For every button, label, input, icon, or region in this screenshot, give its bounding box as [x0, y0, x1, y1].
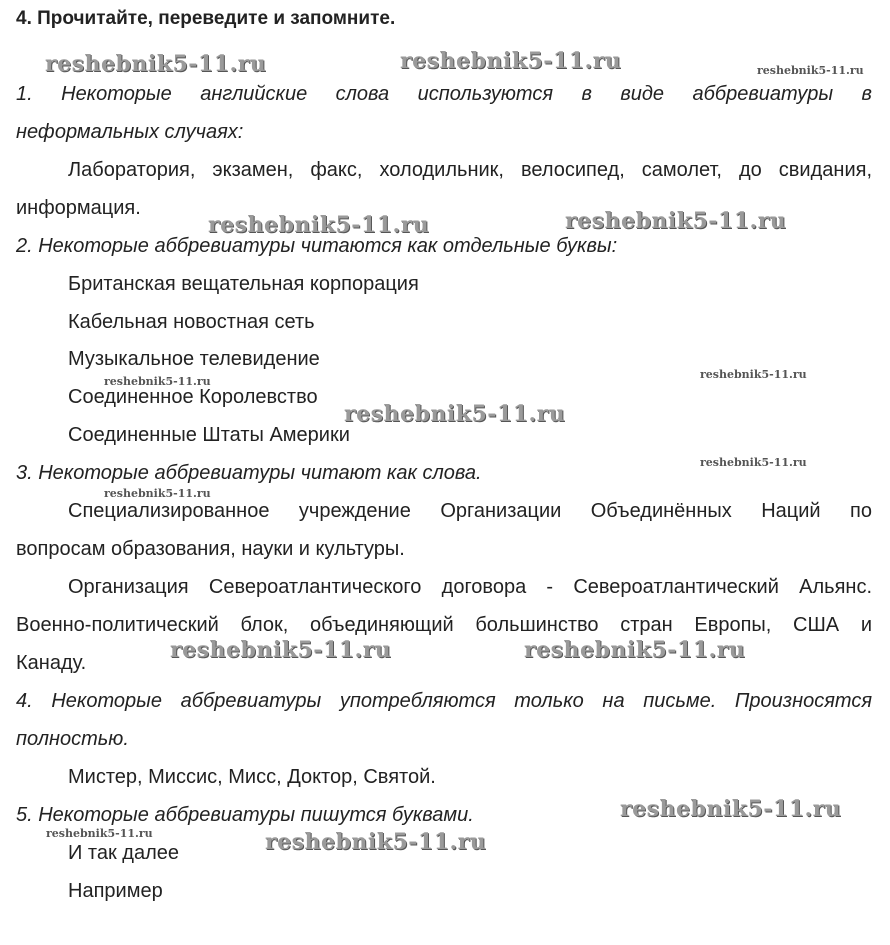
- watermark: reshebnik5-11.ru: [104, 487, 211, 500]
- list-item: И так далее: [68, 842, 180, 864]
- section-3-paragraph-2-line-1: Организация Североатлантического договора - Североатлантический Альянс.: [68, 576, 872, 598]
- section-1-body-line-2: информация.: [16, 197, 141, 219]
- section-3-paragraph-2-line-2: Военно-политический блок, объединяющий большинство стран Европы, США и: [16, 614, 872, 636]
- list-item: Соединенное Королевство: [68, 386, 318, 408]
- section-3-paragraph-2-line-3: Канаду.: [16, 652, 87, 674]
- section-1-body-line-1: Лаборатория, экзамен, факс, холодильник, велосипед, самолет, до свидания,: [68, 159, 872, 181]
- list-item: Например: [68, 880, 163, 902]
- watermark: reshebnik5-11.ru: [620, 796, 842, 822]
- page-title: 4. Прочитайте, переведите и запомните.: [16, 8, 396, 29]
- list-item: Соединенные Штаты Америки: [68, 424, 350, 446]
- list-item: Британская вещательная корпорация: [68, 273, 419, 295]
- watermark: reshebnik5-11.ru: [104, 375, 211, 388]
- section-1-heading-line-2: неформальных случаях:: [16, 121, 244, 143]
- watermark: reshebnik5-11.ru: [757, 64, 864, 77]
- watermark: reshebnik5-11.ru: [524, 637, 746, 663]
- section-4-heading-line-1: 4. Некоторые аббревиатуры употребляются только на письме. Произносятся: [16, 690, 872, 712]
- watermark: reshebnik5-11.ru: [700, 368, 807, 381]
- section-3-paragraph-1-line-1: Специализированное учреждение Организации Объединённых Наций по: [68, 500, 872, 522]
- section-4-heading-line-2: полностью.: [16, 728, 129, 750]
- section-4-body: Мистер, Миссис, Мисс, Доктор, Святой.: [68, 766, 436, 788]
- watermark: reshebnik5-11.ru: [265, 829, 487, 855]
- section-2-heading: 2. Некоторые аббревиатуры читаются как отдельные буквы:: [16, 235, 618, 257]
- watermark: reshebnik5-11.ru: [46, 827, 153, 840]
- watermark: reshebnik5-11.ru: [700, 456, 807, 469]
- watermark: reshebnik5-11.ru: [45, 51, 267, 77]
- watermark: reshebnik5-11.ru: [400, 48, 622, 74]
- section-5-heading: 5. Некоторые аббревиатуры пишутся буквами.: [16, 804, 474, 826]
- list-item: Музыкальное телевидение: [68, 348, 320, 370]
- section-3-paragraph-1-line-2: вопросам образования, науки и культуры.: [16, 538, 405, 560]
- list-item: Кабельная новостная сеть: [68, 311, 315, 333]
- watermark: reshebnik5-11.ru: [344, 401, 566, 427]
- watermark: reshebnik5-11.ru: [208, 212, 430, 238]
- watermark: reshebnik5-11.ru: [170, 637, 392, 663]
- section-3-heading: 3. Некоторые аббревиатуры читают как слова.: [16, 462, 482, 484]
- watermark: reshebnik5-11.ru: [565, 208, 787, 234]
- section-1-heading-line-1: 1. Некоторые английские слова используются в виде аббревиатуры в: [16, 83, 872, 105]
